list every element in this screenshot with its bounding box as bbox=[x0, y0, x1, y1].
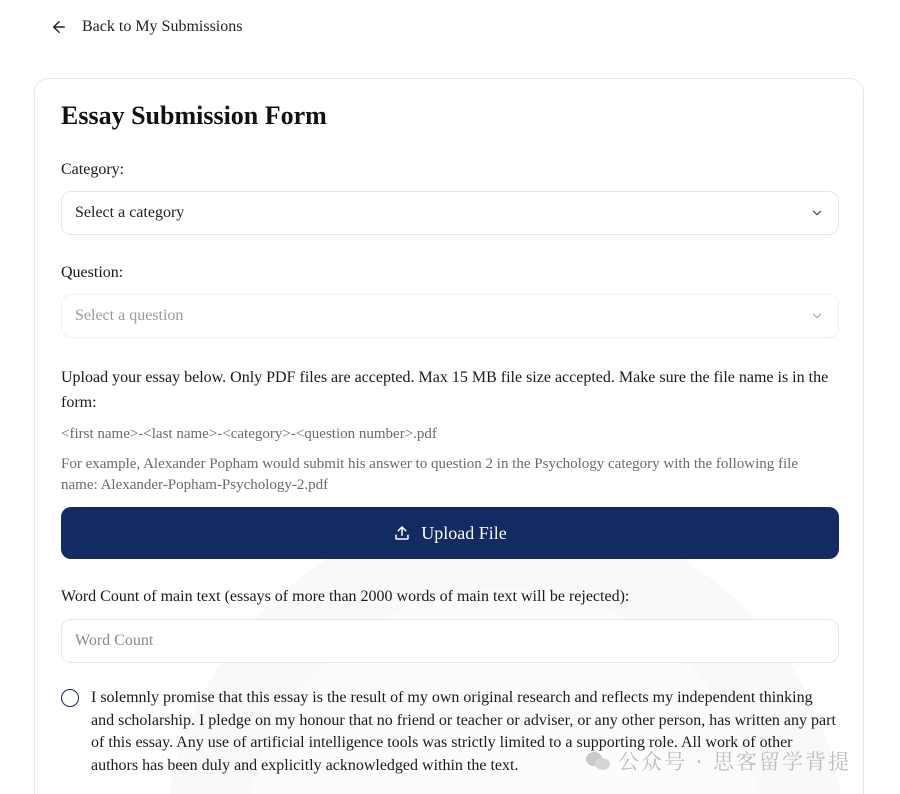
word-count-input[interactable] bbox=[75, 632, 825, 650]
pledge-text: I solemnly promise that this essay is the result of my own original research and reflects my independent thinking and scholarship. I pledge on my honour that no friend or teacher or adviser, or any other person, has written any part of this essay. Any use of artificial intelligence tools was strictly limited to a supporting role. All work of other authors has been duly and explicitly acknowledged within the text. bbox=[91, 689, 836, 774]
category-select-value: Select a category bbox=[75, 204, 185, 221]
back-link[interactable] bbox=[50, 18, 242, 36]
upload-file-button[interactable] bbox=[61, 507, 839, 559]
watermark-text: 公众号 · 思客留学背提 bbox=[618, 750, 852, 774]
chevron-down-icon bbox=[810, 206, 824, 220]
upload-instructions: Upload your essay below. Only PDF files are accepted. Max 15 MB file size accepted. Make sure the file name is in the form: bbox=[61, 369, 829, 411]
wechat-icon bbox=[586, 750, 612, 772]
arrow-left-icon bbox=[50, 18, 68, 36]
question-select-value: Select a question bbox=[75, 307, 184, 324]
watermark-caption bbox=[586, 746, 851, 776]
question-label: Question: bbox=[61, 264, 124, 281]
word-count-label: Word Count of main text (essays of more than 2000 words of main text will be rejected): bbox=[61, 588, 630, 605]
pledge-radio[interactable] bbox=[61, 689, 79, 707]
question-select[interactable] bbox=[61, 294, 839, 338]
category-label: Category: bbox=[61, 161, 125, 178]
filename-example: For example, Alexander Popham would submit his answer to question 2 in the Psychology category with the following file name: Alexander-Popham-Psychology-2.pdf bbox=[61, 456, 798, 493]
upload-file-label: Upload File bbox=[421, 522, 507, 543]
word-count-field[interactable] bbox=[61, 619, 839, 663]
essay-form-card bbox=[34, 78, 864, 794]
filename-format: <first name>-<last name>-<category>-<question number>.pdf bbox=[61, 426, 437, 442]
category-select[interactable] bbox=[61, 191, 839, 235]
page-title: Essay Submission Form bbox=[61, 101, 327, 130]
back-link-label: Back to My Submissions bbox=[82, 18, 243, 35]
chevron-down-icon bbox=[810, 309, 824, 323]
upload-icon bbox=[393, 524, 411, 542]
